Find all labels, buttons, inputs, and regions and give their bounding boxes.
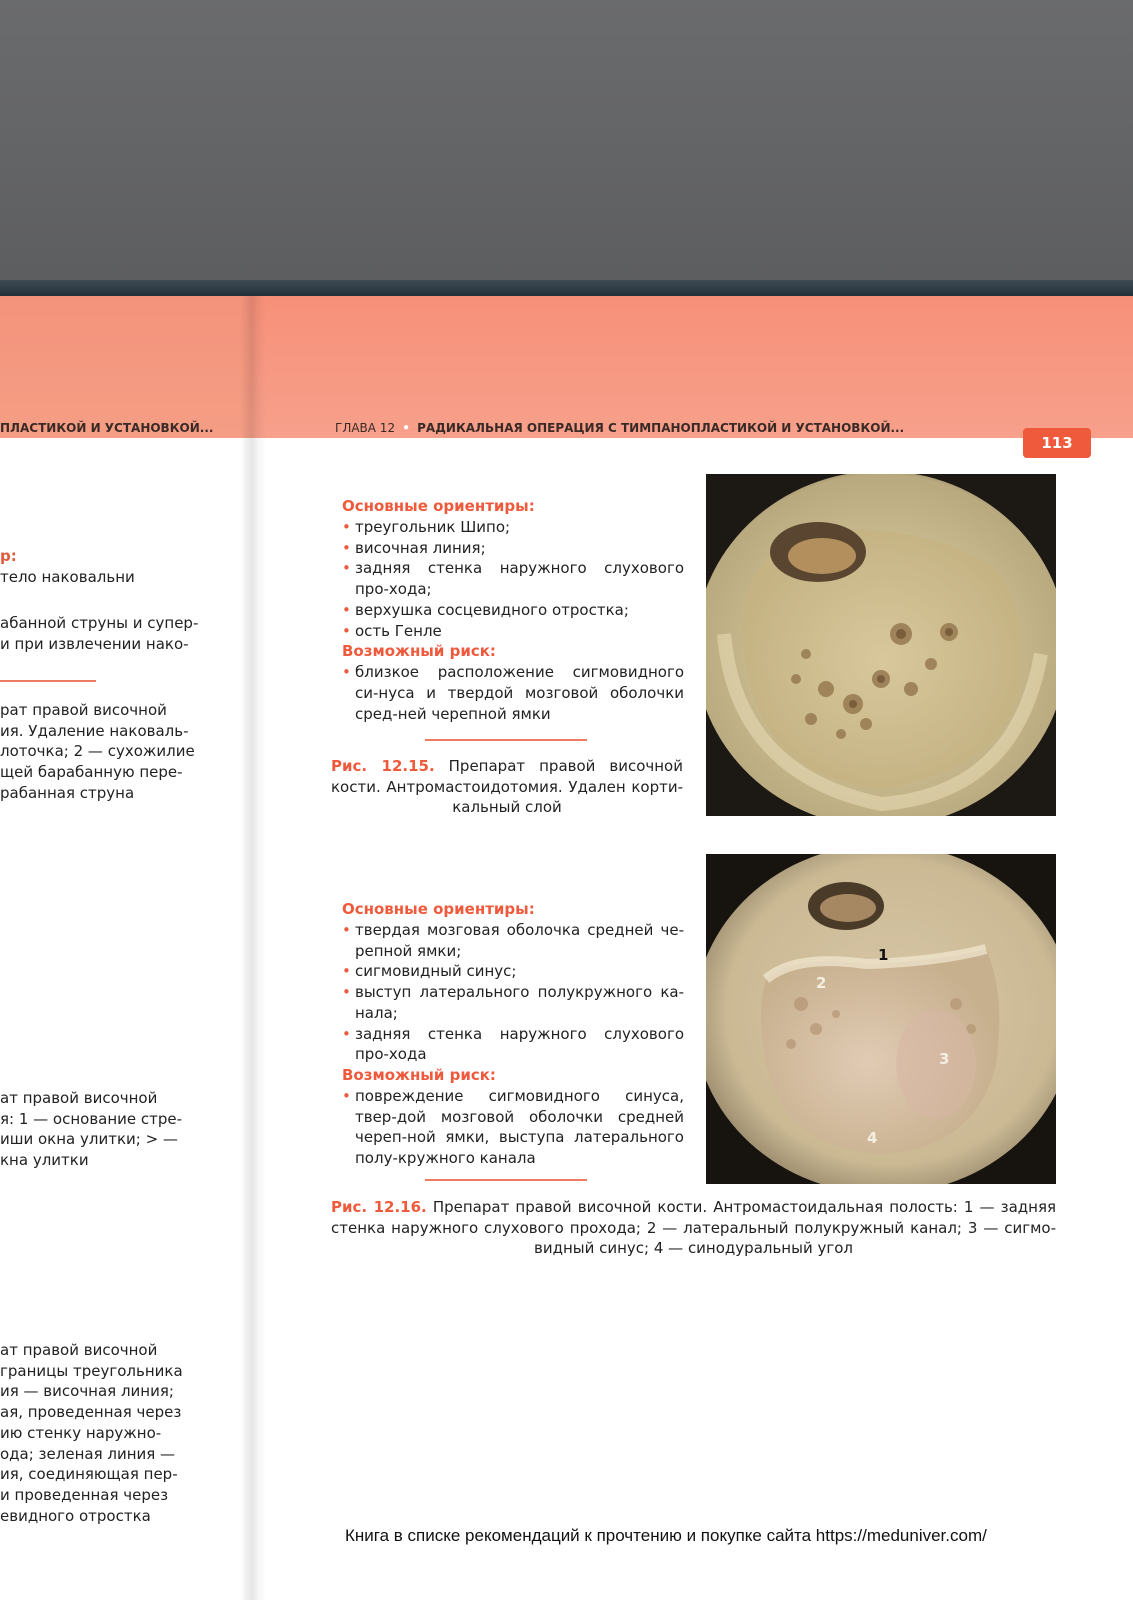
left-fragment-line: тело наковальни	[0, 567, 135, 586]
list-item: • выступ латерального полукружного ка-нала;	[342, 983, 684, 1022]
list-item: • сигмовидный синус;	[342, 962, 517, 981]
figure-label-4: 4	[867, 1129, 878, 1147]
risk-heading: Возможный риск:	[342, 642, 496, 661]
list-item: • височная линия;	[342, 538, 486, 557]
left-fragment-line: и при извлечении нако-	[0, 634, 189, 653]
risk-heading: Возможный риск:	[342, 1065, 496, 1084]
separator-dot: •	[402, 421, 410, 435]
book-gutter-shadow	[240, 296, 266, 1600]
list-item: • ость Генле	[342, 621, 442, 640]
left-fragment-line: ат правой височной	[0, 1341, 158, 1359]
left-caption-fragment-3	[0, 1340, 200, 1526]
running-head-right	[335, 421, 904, 435]
left-fragment-line: ию стенку наружно-	[0, 1423, 162, 1442]
figure-label-3: 3	[939, 1050, 950, 1068]
left-fragment-line: границы треугольника	[0, 1361, 183, 1380]
list-item: • повреждение сигмовидного синуса, твер-дой мозговой оболочки средней череп-ной ямки, выступа латерального полу-кружного канала	[342, 1086, 684, 1168]
landmarks-heading: Основные ориентиры:	[342, 497, 535, 515]
landmarks-block-2	[342, 899, 684, 1169]
chapter-title: РАДИКАЛЬНАЯ ОПЕРАЦИЯ С ТИМПАНОПЛАСТИКОЙ И УСТАНОВКОЙ...	[417, 421, 905, 435]
footer-note: Книга в списке рекомендаций к прочтению и покупке сайта https://meduniver.com/	[345, 1526, 987, 1545]
left-caption-fragment-1	[0, 700, 200, 804]
left-fragment-2	[0, 613, 200, 654]
left-fragment-line: евидного отростка	[0, 1506, 151, 1525]
figure-12-16-photo	[706, 854, 1056, 1184]
figure-12-15-photo	[706, 474, 1056, 816]
scanner-background	[0, 0, 1133, 296]
left-fragment-line: абанной струны и супер-	[0, 614, 199, 632]
left-caption-fragment-2	[0, 1088, 200, 1171]
caption-text: Препарат правой височной кости. Антромастоидальная полость: 1 — задняя стенка наружного слухового прохода; 2 — латеральный полукружный канал; 3 — сигмо-видный синус; 4 — синодуральный угол	[331, 1198, 1056, 1258]
left-fragment-line: я: 1 — основание стре-	[0, 1109, 183, 1128]
landmarks-heading: Основные ориентиры:	[342, 900, 535, 918]
list-item: • близкое расположение сигмовидного си-нуса и твердой мозговой оболочки сред-ней черепной ямки	[342, 663, 684, 723]
left-fragment-line: ия — височная линия;	[0, 1382, 174, 1401]
list-item: • задняя стенка наружного слухового про-хода	[342, 1024, 684, 1064]
left-fragment-line: ат правой височной	[0, 1089, 158, 1107]
figure-caption-12-16	[331, 1197, 1056, 1259]
figure-label-1: 1	[878, 946, 889, 964]
left-fragment-1	[0, 546, 200, 587]
list-item: • твердая мозговая оболочка средней че-репной ямки;	[342, 921, 684, 960]
left-fragment-line: кна улитки	[0, 1151, 89, 1170]
header-band-left	[0, 296, 250, 438]
left-fragment-line: рабанная струна	[0, 783, 135, 802]
figure-label: Рис. 12.15.	[331, 757, 435, 775]
temporal-bone-photo-1	[706, 474, 1056, 816]
chapter-label: ГЛАВА 12	[335, 421, 396, 435]
left-fragment-line: ия, соединяющая пер-	[0, 1465, 178, 1484]
left-fragment-line: рат правой височной	[0, 701, 167, 719]
section-divider	[425, 739, 587, 741]
figure-label-2: 2	[816, 974, 827, 992]
list-item: • треугольник Шипо;	[342, 518, 511, 536]
list-item: • верхушка сосцевидного отростка;	[342, 600, 629, 619]
figure-label: Рис. 12.16.	[331, 1198, 427, 1216]
list-item: • задняя стенка наружного слухового про-хода;	[342, 559, 684, 599]
figure-caption-12-15	[331, 756, 683, 818]
running-head-left: ПЛАСТИКОЙ И УСТАНОВКОЙ...	[0, 421, 214, 435]
left-fragment-line: ая, проведенная через	[0, 1403, 182, 1422]
section-divider	[425, 1179, 587, 1181]
left-fragment-line: ода; зеленая линия —	[0, 1444, 176, 1463]
left-fragment-line: иши окна улитки; > —	[0, 1130, 178, 1149]
left-divider	[0, 680, 96, 682]
temporal-bone-photo-2	[706, 854, 1056, 1184]
caption-text: Препарат правой височной кости. Антромастоидотомия. Удален корти-кальный слой	[331, 757, 683, 817]
left-fragment-line: ия. Удаление наковаль-	[0, 721, 189, 740]
left-fragment-line: и проведенная через	[0, 1485, 169, 1504]
left-fragment-line: лоточка; 2 — сухожилие	[0, 742, 195, 761]
page-number-badge: 113	[1023, 428, 1091, 458]
header-band-right	[250, 296, 1133, 438]
landmarks-block-1	[342, 496, 684, 724]
left-fragment-line: щей барабанную пере-	[0, 763, 183, 782]
left-fragment-heading: р:	[0, 547, 17, 565]
